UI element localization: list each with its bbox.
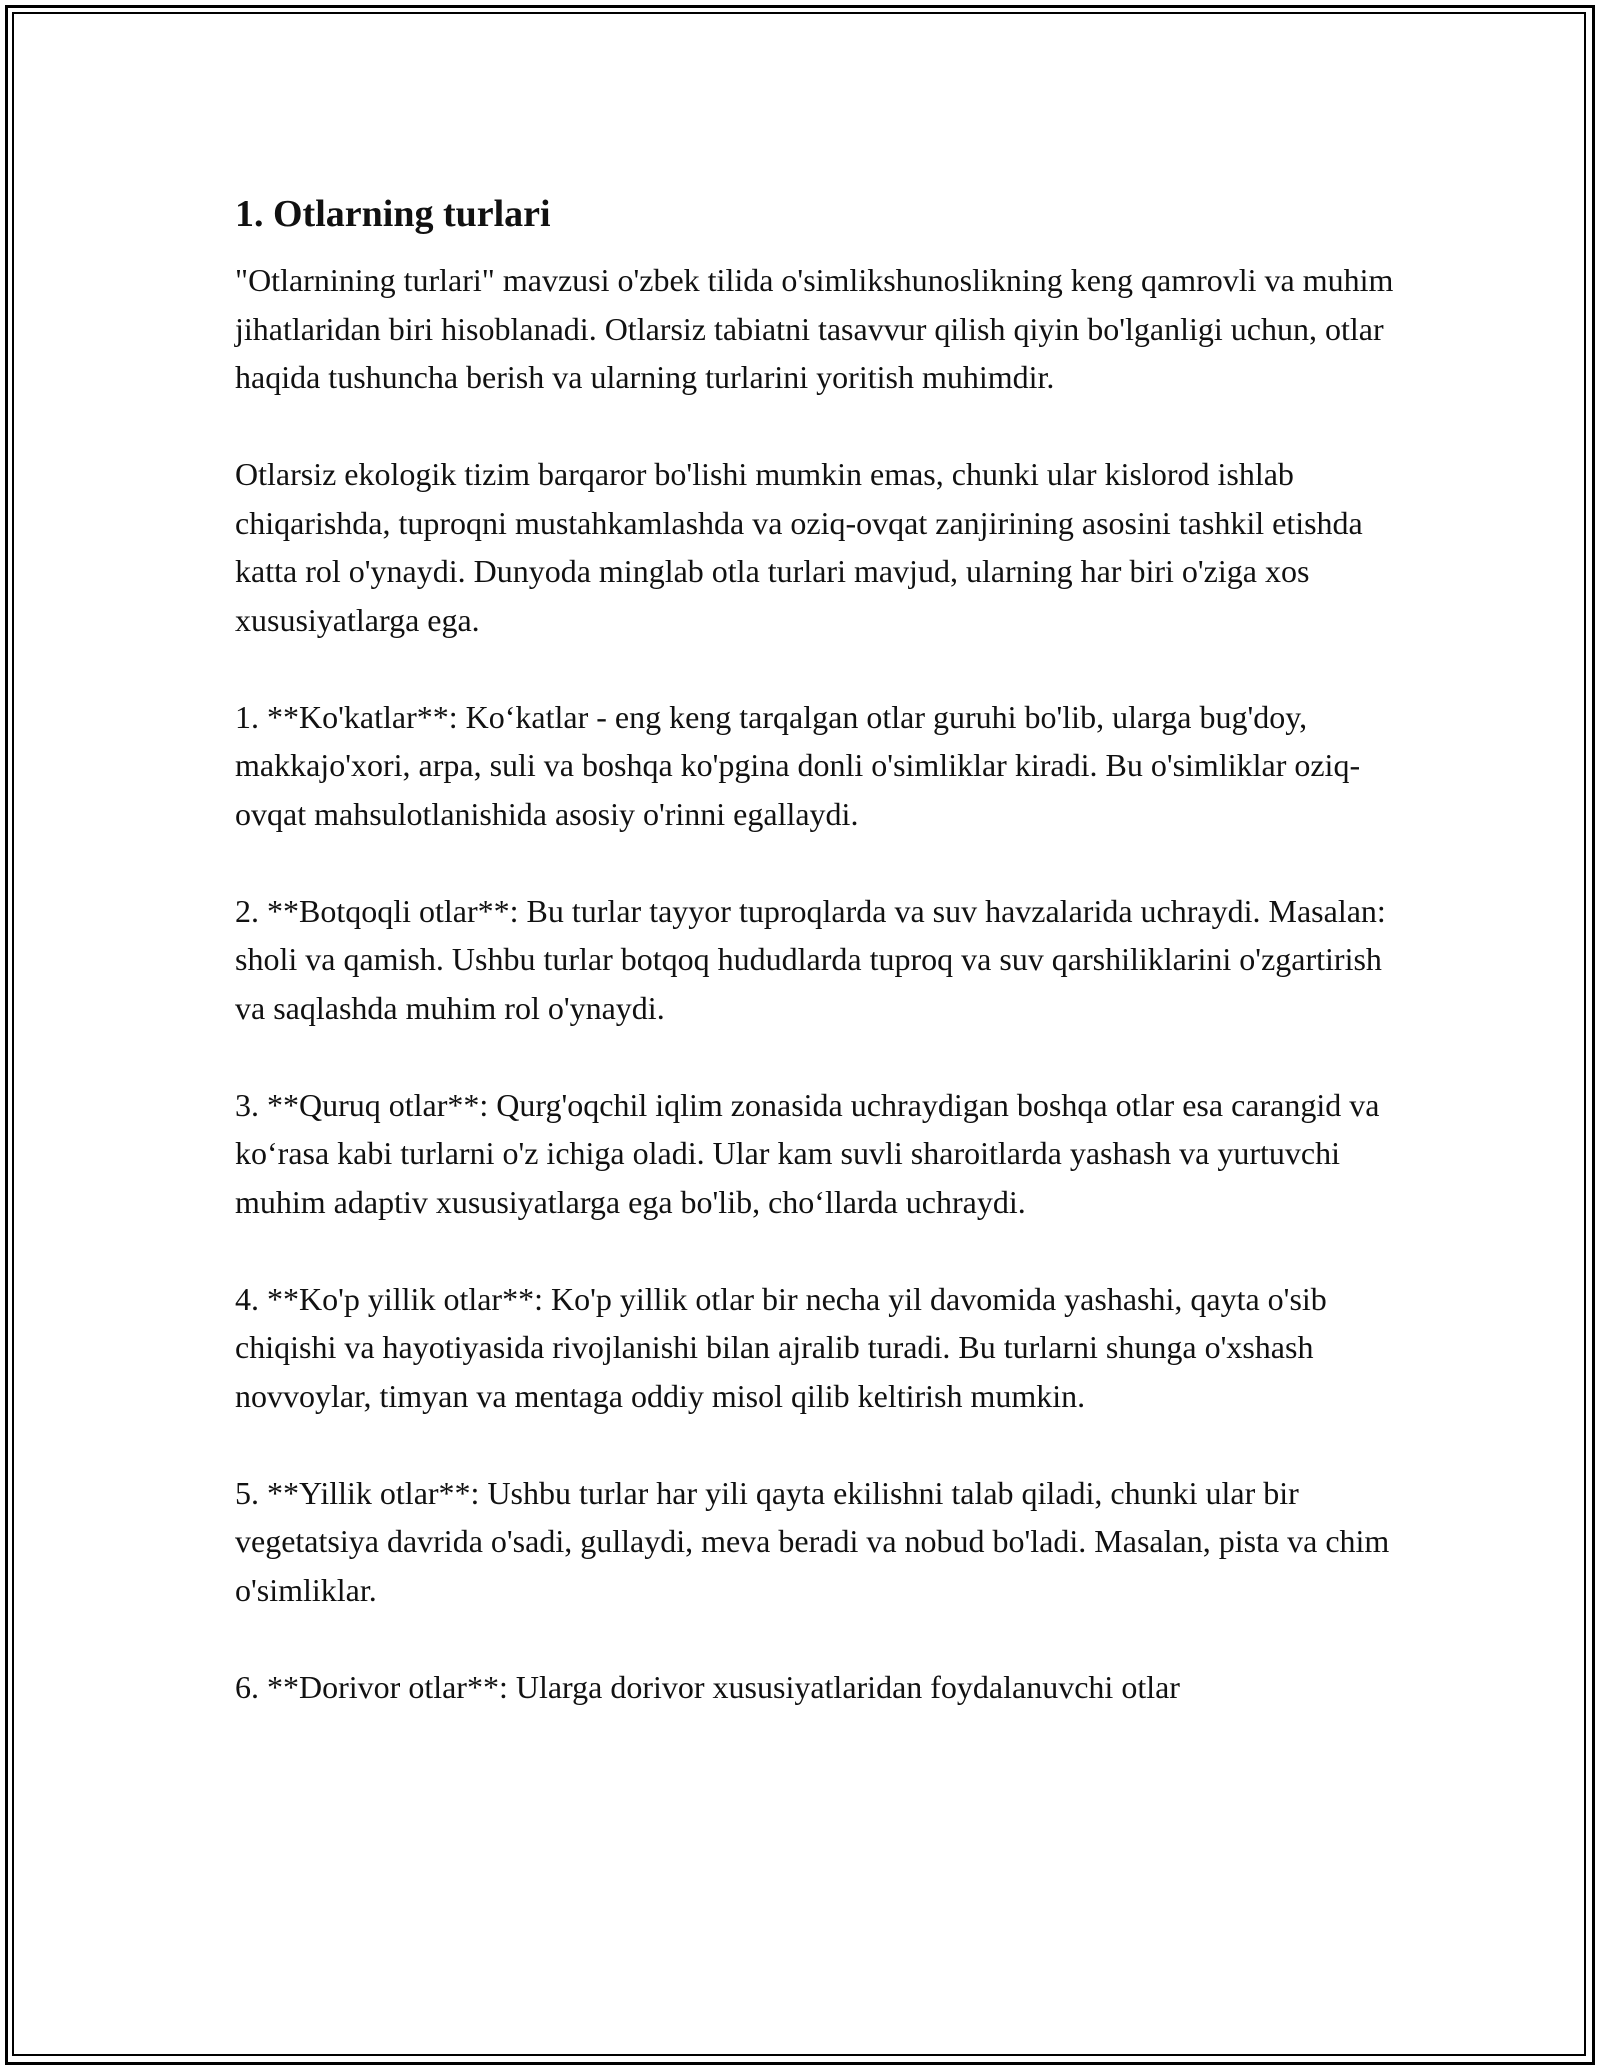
list-item-kokatlar: 1. **Ko'katlar**: Ko‘katlar - eng keng tarqalgan otlar guruhi bo'lib, ularga bug'doy, makkajo'xori, arpa, suli va boshqa ko'pgina donli o'simliklar kiradi. Bu o'simliklar oziq-ovqat mahsulotlanishida asosiy o'rinni egallaydi.: [235, 698, 1361, 832]
list-item-dorivor-otlar: 6. **Dorivor otlar**: Ularga dorivor xususiyatlaridan foydalanuvchi otlar: [235, 1668, 1180, 1705]
paragraph-intro: "Otlarnining turlari" mavzusi o'zbek tilida o'simlikshunoslikning keng qamrovli va muhim jihatlaridan biri hisoblanadi. Otlarsiz tabiatni tasavvur qilish qiyin bo'lganligi uchun, otlar haqida tushuncha berish va ularning turlarini yoritish muhimdir.: [235, 262, 1394, 395]
paragraph-ecology: Otlarsiz ekologik tizim barqaror bo'lishi mumkin emas, chunki ular kislorod ishlab chiqarishda, tuproqni mustahkamlashda va oziq-ovqat zanjirining asosini tashkil etishda katta rol o'ynaydi. Dunyoda minglab otla turlari mavjud, ularning har biri o'ziga xos xususiyatlarga ega.: [235, 456, 1363, 638]
list-item-yillik-otlar: 5. **Yillik otlar**: Ushbu turlar har yili qayta ekilishni talab qiladi, chunki ular bir vegetatsiya davrida o'sadi, gullaydi, meva beradi va nobud bo'ladi. Masalan, pista va chim o'simliklar.: [235, 1474, 1390, 1608]
document-body: [235, 188, 1395, 1760]
section-heading: 1. Otlarning turlari: [235, 193, 551, 235]
list-item-quruq-otlar: 3. **Quruq otlar**: Qurg'oqchil iqlim zonasida uchraydigan boshqa otlar esa carangid va ko‘rasa kabi turlarni o'z ichiga oladi. Ular kam suvli sharoitlarda yashash va yurtuvchi muhim adaptiv xususiyatlarga ega bo'lib, cho‘llarda uchraydi.: [235, 1086, 1380, 1220]
list-item-kop-yillik-otlar: 4. **Ko'p yillik otlar**: Ko'p yillik otlar bir necha yil davomida yashashi, qayta o'sib chiqishi va hayotiyasida rivojlanishi bilan ajralib turadi. Bu turlarni shunga o'xshash novvoylar, timyan va mentaga oddiy misol qilib keltirish mumkin.: [235, 1280, 1327, 1414]
list-item-botqoqli-otlar: 2. **Botqoqli otlar**: Bu turlar tayyor tuproqlarda va suv havzalarida uchraydi. Masalan: sholi va qamish. Ushbu turlar botqoq hududlarda tuproq va suv qarshiliklarini o'zgartirish va saqlashda muhim rol o'ynaydi.: [235, 892, 1386, 1026]
